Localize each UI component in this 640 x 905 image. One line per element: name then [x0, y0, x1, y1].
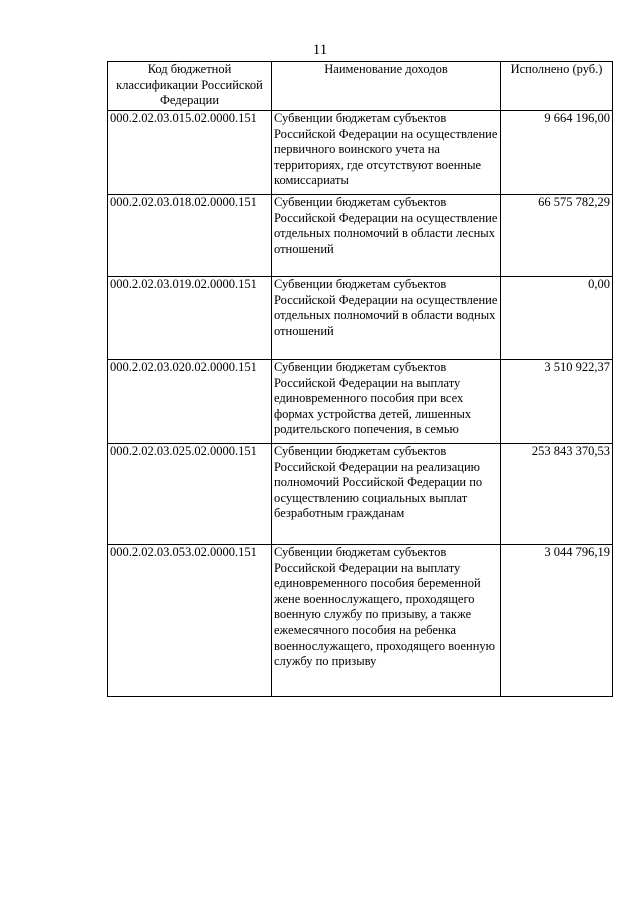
table-row — [108, 111, 613, 195]
row-amount: 3 044 796,19 — [501, 545, 613, 697]
table-header-row — [108, 62, 613, 111]
header-amount: Исполнено (руб.) — [501, 62, 613, 111]
row-code: 000.2.02.03.019.02.0000.151 — [108, 277, 272, 360]
row-name: Субвенции бюджетам субъектов Российской Федерации на реализацию полномочий Российской Федерации по осуществлению социальных выплат безработным гражданам — [272, 444, 501, 545]
revenue-table — [107, 61, 613, 697]
table-row — [108, 195, 613, 277]
table-row — [108, 444, 613, 545]
row-code: 000.2.02.03.025.02.0000.151 — [108, 444, 272, 545]
row-code: 000.2.02.03.020.02.0000.151 — [108, 360, 272, 444]
row-amount: 0,00 — [501, 277, 613, 360]
row-name: Субвенции бюджетам субъектов Российской Федерации на осуществление отдельных полномочий в области лесных отношений — [272, 195, 501, 277]
row-amount: 66 575 782,29 — [501, 195, 613, 277]
row-name: Субвенции бюджетам субъектов Российской Федерации на выплату единовременного пособия беременной жене военнослужащего, проходящего военную службу по призыву, а также ежемесячного пособия на ребенка военнослужащего, проходящего военную службу по призыву — [272, 545, 501, 697]
row-code: 000.2.02.03.053.02.0000.151 — [108, 545, 272, 697]
row-amount: 253 843 370,53 — [501, 444, 613, 545]
row-name: Субвенции бюджетам субъектов Российской Федерации на выплату единовременного пособия при всех формах устройства детей, лишенных родительского попечения, в семью — [272, 360, 501, 444]
row-amount: 3 510 922,37 — [501, 360, 613, 444]
page-number: 11 — [312, 42, 328, 58]
row-name: Субвенции бюджетам субъектов Российской Федерации на осуществление отдельных полномочий в области водных отношений — [272, 277, 501, 360]
table-row — [108, 360, 613, 444]
table-row — [108, 545, 613, 697]
row-amount: 9 664 196,00 — [501, 111, 613, 195]
header-code: Код бюджетной классификации Российской Федерации — [108, 62, 272, 111]
row-code: 000.2.02.03.018.02.0000.151 — [108, 195, 272, 277]
row-code: 000.2.02.03.015.02.0000.151 — [108, 111, 272, 195]
header-name: Наименование доходов — [272, 62, 501, 111]
row-name: Субвенции бюджетам субъектов Российской Федерации на осуществление первичного воинского учета на территориях, где отсутствуют военные комиссариаты — [272, 111, 501, 195]
table-row — [108, 277, 613, 360]
